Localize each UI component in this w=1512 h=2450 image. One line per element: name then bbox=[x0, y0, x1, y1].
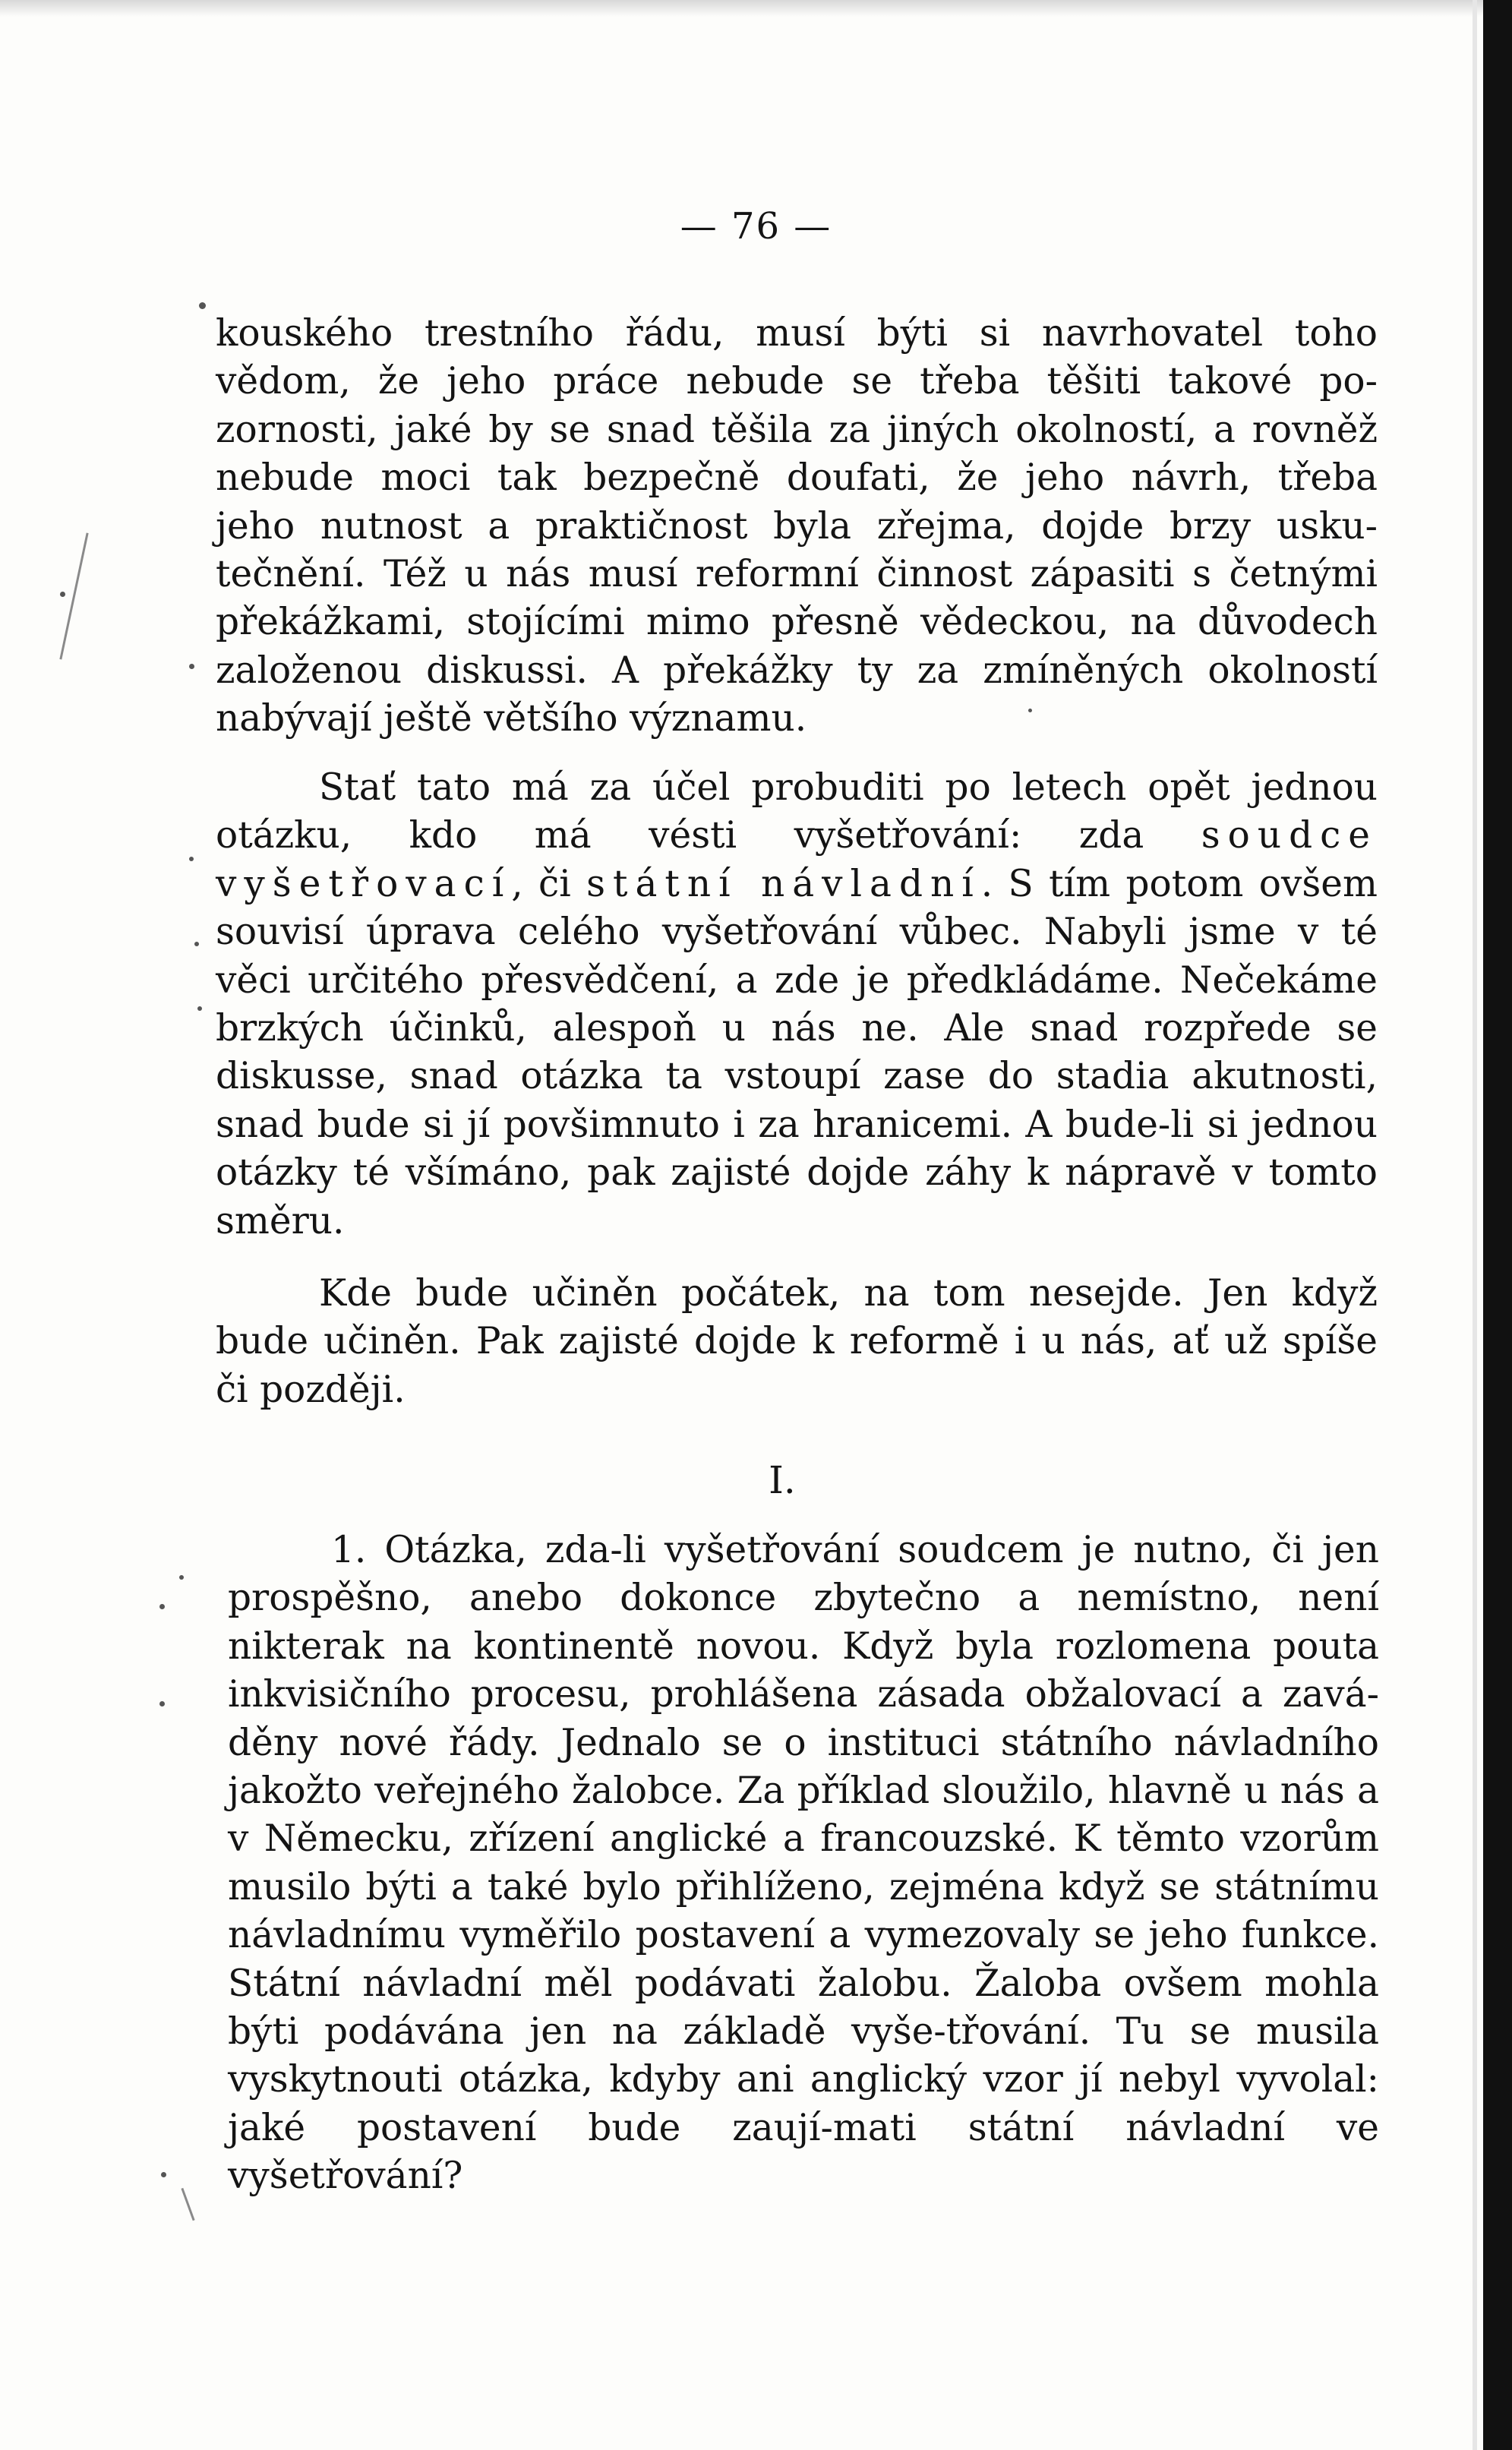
scan-right-edge bbox=[1483, 0, 1512, 2450]
scan-speck bbox=[194, 942, 199, 946]
text-line: kouského trestního řádu, musí býti si navrhovatel toho bbox=[216, 312, 1378, 355]
scan-speck bbox=[189, 664, 194, 669]
page-number: — 76 — bbox=[680, 205, 832, 248]
text-line: tečnění. Též u nás musí reformní činnost zápasiti s četnými bbox=[216, 553, 1378, 596]
paragraph-continued bbox=[216, 310, 1378, 744]
scan-edge-line bbox=[1473, 0, 1477, 2450]
text-span: Stať tato má za účel probuditi po letech opět jednou otázku, kdo má vésti vyšetřování: zda bbox=[216, 766, 1378, 857]
text-span: . S tím potom ovšem souvisí úprava celého vyšetřování vůbec. Nabyli jsme v té věci určitého přesvědčení, a zde je předkládáme. Nečekáme brzkých účinků, alespoň u nás ne. Ale snad rozpřede se diskusse, snad otázka ta vstoupí zase do stadia akutnosti, snad bude si jí povšimnuto i za hranicemi. A bude-li si jednou otázky té všímáno, pak zajisté dojde záhy k nápravě v tomto směru. bbox=[216, 862, 1378, 1242]
paragraph-lines bbox=[216, 310, 1378, 744]
paragraph-3 bbox=[216, 1270, 1378, 1414]
section-heading: I. bbox=[769, 1458, 796, 1502]
scan-speck bbox=[199, 302, 206, 309]
scan-speck bbox=[159, 1604, 165, 1609]
text-line: zornosti, jaké by se snad těšila za jiných okolností, a rovněž bbox=[216, 408, 1378, 451]
text-line: nabývají ještě většího významu. bbox=[216, 697, 807, 740]
text-line: vědom, že jeho práce nebude se třeba těšiti takové po- bbox=[216, 360, 1378, 403]
scan-speck bbox=[159, 1701, 165, 1706]
text-line: nebude moci tak bezpečně doufati, že jeho návrh, třeba bbox=[216, 456, 1378, 500]
paragraph-text: 1. Otázka, zda-li vyšetřování soudcem je nutno, či jen prospěšno, anebo dokonce zbytečno a nemístno, není nikterak na kontinentě novou. Když byla rozlomena pouta inkvisičního procesu, prohlášena zásada obžalovací a zavá-děny nové řády. Jednalo se o instituci státního návladního jakožto veřejného žalobce. Za příklad sloužilo, hlavně u nás a v Německu, zřízení anglické a francouzské. K těmto vzorům musilo býti a také bylo přihlíženo, zejména když se státnímu návladnímu vyměřilo postavení a vymezovaly se jeho funkce. Státní návladní měl podávati žalobu. Žaloba ovšem mohla býti podávána jen na základě vyše-třování. Tu se musila vyskytnouti otázka, kdyby ani anglický vzor jí nebyl vyvolal: jaké postavení bude zaují-mati státní návladní ve vyšetřování? bbox=[228, 1529, 1379, 2198]
text-line: jeho nutnost a praktičnost byla zřejma, dojde brzy usku- bbox=[216, 504, 1378, 548]
paragraph-text: Kde bude učiněn počátek, na tom nesejde. Jen když bude učiněn. Pak zajisté dojde k reformě i u nás, ať už spíše či později. bbox=[216, 1272, 1378, 1411]
emphasis-spaced: státní návladní bbox=[586, 862, 981, 905]
scan-speck bbox=[1028, 709, 1032, 712]
scan-speck bbox=[189, 857, 194, 861]
paragraph-2 bbox=[216, 764, 1378, 1246]
emphasis-spaced: soudce vyšetřovací bbox=[216, 814, 1378, 905]
text-line: založenou diskussi. A překážky ty za zmíněných okolností bbox=[216, 649, 1378, 692]
text-span: , či bbox=[511, 862, 587, 905]
paragraph-text bbox=[216, 764, 1378, 1246]
scan-top-shadow bbox=[0, 0, 1512, 17]
scan-speck bbox=[197, 1006, 202, 1011]
scan-speck bbox=[179, 1575, 184, 1580]
scan-speck bbox=[60, 592, 65, 597]
section-paragraph bbox=[228, 1527, 1379, 2201]
text-line: překážkami, stojícími mimo přesně vědeckou, na důvodech bbox=[216, 601, 1378, 644]
pencil-mark bbox=[181, 2188, 194, 2221]
scan-speck bbox=[161, 2172, 166, 2177]
